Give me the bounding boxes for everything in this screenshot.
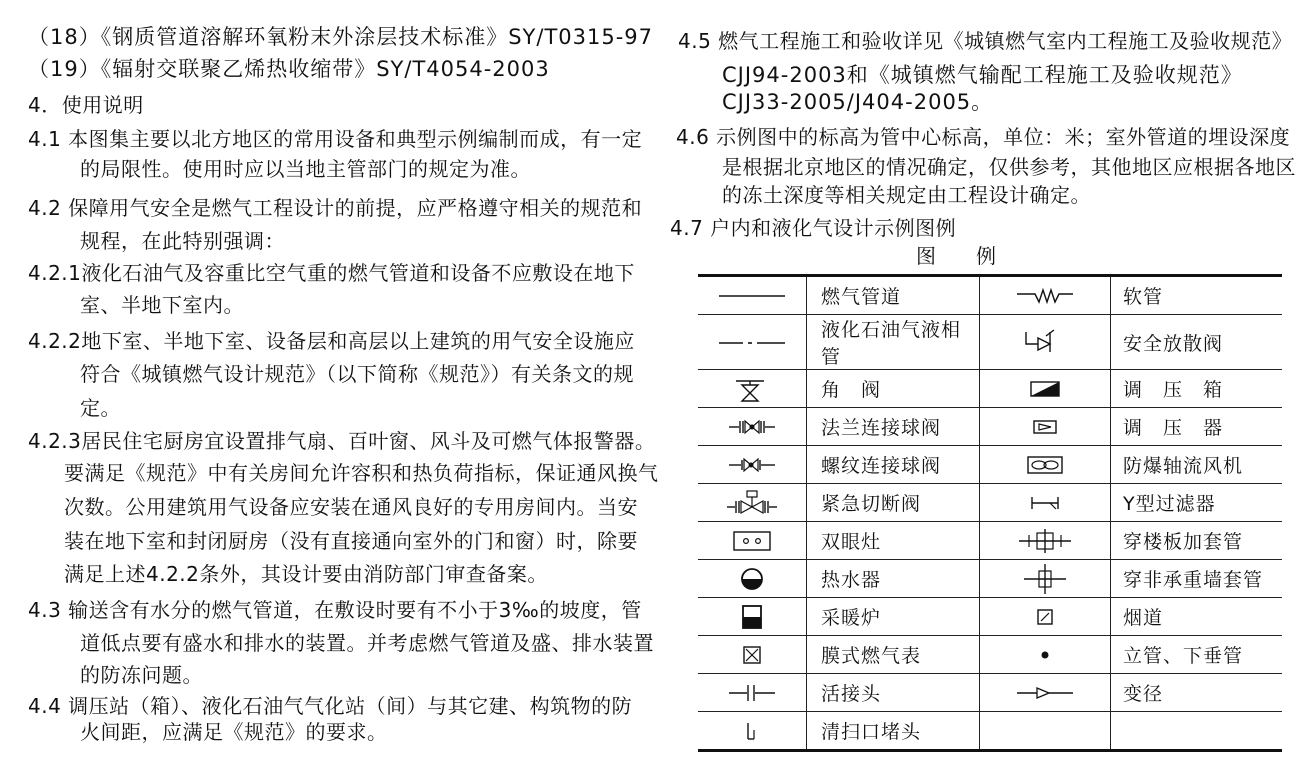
paragraph-line: 的局限性。使用时应以当地主管部门的规定为准。 bbox=[80, 157, 531, 181]
legend-label: 清扫口堵头 bbox=[807, 712, 980, 751]
legend-title: 图 例 bbox=[916, 244, 996, 268]
table-row bbox=[698, 484, 1282, 522]
legend-label: 调 压 箱 bbox=[1111, 370, 1283, 408]
legend-label: 调 压 器 bbox=[1111, 408, 1283, 446]
hose-icon bbox=[980, 276, 1111, 315]
legend-label: 穿非承重墙套管 bbox=[1111, 560, 1283, 598]
legend-label: 液化石油气液相管 bbox=[807, 315, 980, 370]
heating-boiler-icon bbox=[698, 598, 807, 636]
legend-label: 烟道 bbox=[1111, 598, 1283, 636]
table-row bbox=[698, 446, 1282, 484]
legend-label: 角 阀 bbox=[807, 370, 980, 408]
double-burner-stove-icon bbox=[698, 522, 807, 560]
cleanout-plug-icon bbox=[698, 712, 807, 751]
table-row bbox=[698, 674, 1282, 712]
reference-item-18: （18）《钢质管道溶解环氧粉末外涂层技术标准》SY/T0315-97 bbox=[28, 25, 654, 49]
legend-label: 穿楼板加套管 bbox=[1111, 522, 1283, 560]
paragraph-line: 定。 bbox=[80, 396, 121, 420]
table-row bbox=[698, 598, 1282, 636]
riser-dot-icon bbox=[980, 636, 1111, 674]
explosion-proof-fan-icon bbox=[980, 446, 1111, 484]
paragraph-line: 4.4 调压站（箱）、液化石油气气化站（间）与其它建、构筑物的防 bbox=[28, 694, 633, 718]
legend-label bbox=[1111, 712, 1283, 751]
legend-label: 热水器 bbox=[807, 560, 980, 598]
paragraph-line: 4.1 本图集主要以北方地区的常用设备和典型示例编制而成，有一定 bbox=[28, 127, 643, 151]
legend-label: 紧急切断阀 bbox=[807, 484, 980, 522]
emergency-shutoff-valve-icon bbox=[698, 484, 807, 522]
union-joint-icon bbox=[698, 674, 807, 712]
table-row bbox=[698, 522, 1282, 560]
legend-label: 膜式燃气表 bbox=[807, 636, 980, 674]
empty-cell bbox=[980, 712, 1111, 751]
paragraph-line: 次数。公用建筑用气设备应安装在通风良好的专用房间内。当安 bbox=[64, 495, 638, 519]
legend-label: 螺纹连接球阀 bbox=[807, 446, 980, 484]
paragraph-line: 4.3 输送含有水分的燃气管道，在敷设时要有不小于3‰的坡度，管 bbox=[28, 598, 642, 622]
reference-item-19: （19）《辐射交联聚乙烯热收缩带》SY/T4054-2003 bbox=[28, 57, 550, 81]
table-row bbox=[698, 276, 1282, 315]
legend-label: 法兰连接球阀 bbox=[807, 408, 980, 446]
legend-label: 软管 bbox=[1111, 276, 1283, 315]
paragraph-line: 4.2.3居民住宅厨房宜设置排气扇、百叶窗、风斗及可燃气体报警器。 bbox=[28, 429, 656, 453]
wall-sleeve-icon bbox=[980, 560, 1111, 598]
water-heater-icon bbox=[698, 560, 807, 598]
paragraph-line: 4.6 示例图中的标高为管中心标高，单位：米；室外管道的埋设深度 bbox=[676, 125, 1291, 149]
paragraph-line: 要满足《规范》中有关房间允许容积和热负荷指标，保证通风换气 bbox=[64, 461, 659, 485]
solid-line-icon bbox=[698, 276, 807, 315]
legend-label: Y型过滤器 bbox=[1111, 484, 1283, 522]
legend-label: 燃气管道 bbox=[807, 276, 980, 315]
section-heading-usage: 4．使用说明 bbox=[28, 93, 144, 117]
paragraph-line: 4.2.1液化石油气及容重比空气重的燃气管道和设备不应敷设在地下 bbox=[28, 261, 635, 285]
paragraph-line: 4.7 户内和液化气设计示例图例 bbox=[670, 216, 957, 240]
paragraph-line: 4.2 保障用气安全是燃气工程设计的前提，应严格遵守相关的规范和 bbox=[28, 196, 643, 220]
paragraph-line: 室、半地下室内。 bbox=[80, 293, 244, 317]
flue-icon bbox=[980, 598, 1111, 636]
paragraph-line: 火间距，应满足《规范》的要求。 bbox=[80, 720, 388, 744]
paragraph-line: CJJ94-2003和《城镇燃气输配工程施工及验收规范》 bbox=[722, 63, 1243, 87]
legend-label: 立管、下垂管 bbox=[1111, 636, 1283, 674]
paragraph-line: 4.2.2地下室、半地下室、设备层和高层以上建筑的用气安全设施应 bbox=[28, 329, 635, 353]
angle-valve-icon bbox=[698, 370, 807, 408]
paragraph-line: 的防冻问题。 bbox=[80, 663, 203, 687]
table-row bbox=[698, 560, 1282, 598]
legend-label: 双眼灶 bbox=[807, 522, 980, 560]
y-strainer-icon bbox=[980, 484, 1111, 522]
threaded-ball-valve-icon bbox=[698, 446, 807, 484]
legend-label: 活接头 bbox=[807, 674, 980, 712]
table-row bbox=[698, 315, 1282, 370]
diaphragm-gas-meter-icon bbox=[698, 636, 807, 674]
regulator-icon bbox=[980, 408, 1111, 446]
legend-label: 防爆轴流风机 bbox=[1111, 446, 1283, 484]
paragraph-line: 满足上述4.2.2条外，其设计要由消防部门审查备案。 bbox=[64, 562, 548, 586]
reducer-icon bbox=[980, 674, 1111, 712]
regulator-box-icon bbox=[980, 370, 1111, 408]
flanged-ball-valve-icon bbox=[698, 408, 807, 446]
legend-table bbox=[698, 274, 1282, 752]
floor-sleeve-icon bbox=[980, 522, 1111, 560]
paragraph-line: 是根据北京地区的情况确定，仅供参考，其他地区应根据各地区 bbox=[722, 155, 1296, 179]
paragraph-line: 装在地下室和封闭厨房（没有直接通向室外的门和窗）时，除要 bbox=[64, 529, 638, 553]
legend-label: 变径 bbox=[1111, 674, 1283, 712]
paragraph-line: 符合《城镇燃气设计规范》（以下简称《规范》）有关条文的规 bbox=[80, 362, 634, 386]
paragraph-line: CJJ33-2005/J404-2005。 bbox=[722, 90, 994, 114]
legend-label: 采暖炉 bbox=[807, 598, 980, 636]
table-row bbox=[698, 712, 1282, 751]
legend-label: 安全放散阀 bbox=[1111, 315, 1283, 370]
dash-dot-line-icon bbox=[698, 315, 807, 370]
table-row bbox=[698, 408, 1282, 446]
paragraph-line: 4.5 燃气工程施工和验收详见《城镇燃气室内工程施工及验收规范》 bbox=[678, 29, 1293, 53]
table-row bbox=[698, 370, 1282, 408]
paragraph-line: 的冻土深度等相关规定由工程设计确定。 bbox=[722, 183, 1091, 207]
paragraph-line: 规程，在此特别强调： bbox=[80, 229, 285, 253]
safety-relief-valve-icon bbox=[980, 315, 1111, 370]
table-row bbox=[698, 636, 1282, 674]
paragraph-line: 道低点要有盛水和排水的装置。并考虑燃气管道及盛、排水装置 bbox=[80, 631, 654, 655]
